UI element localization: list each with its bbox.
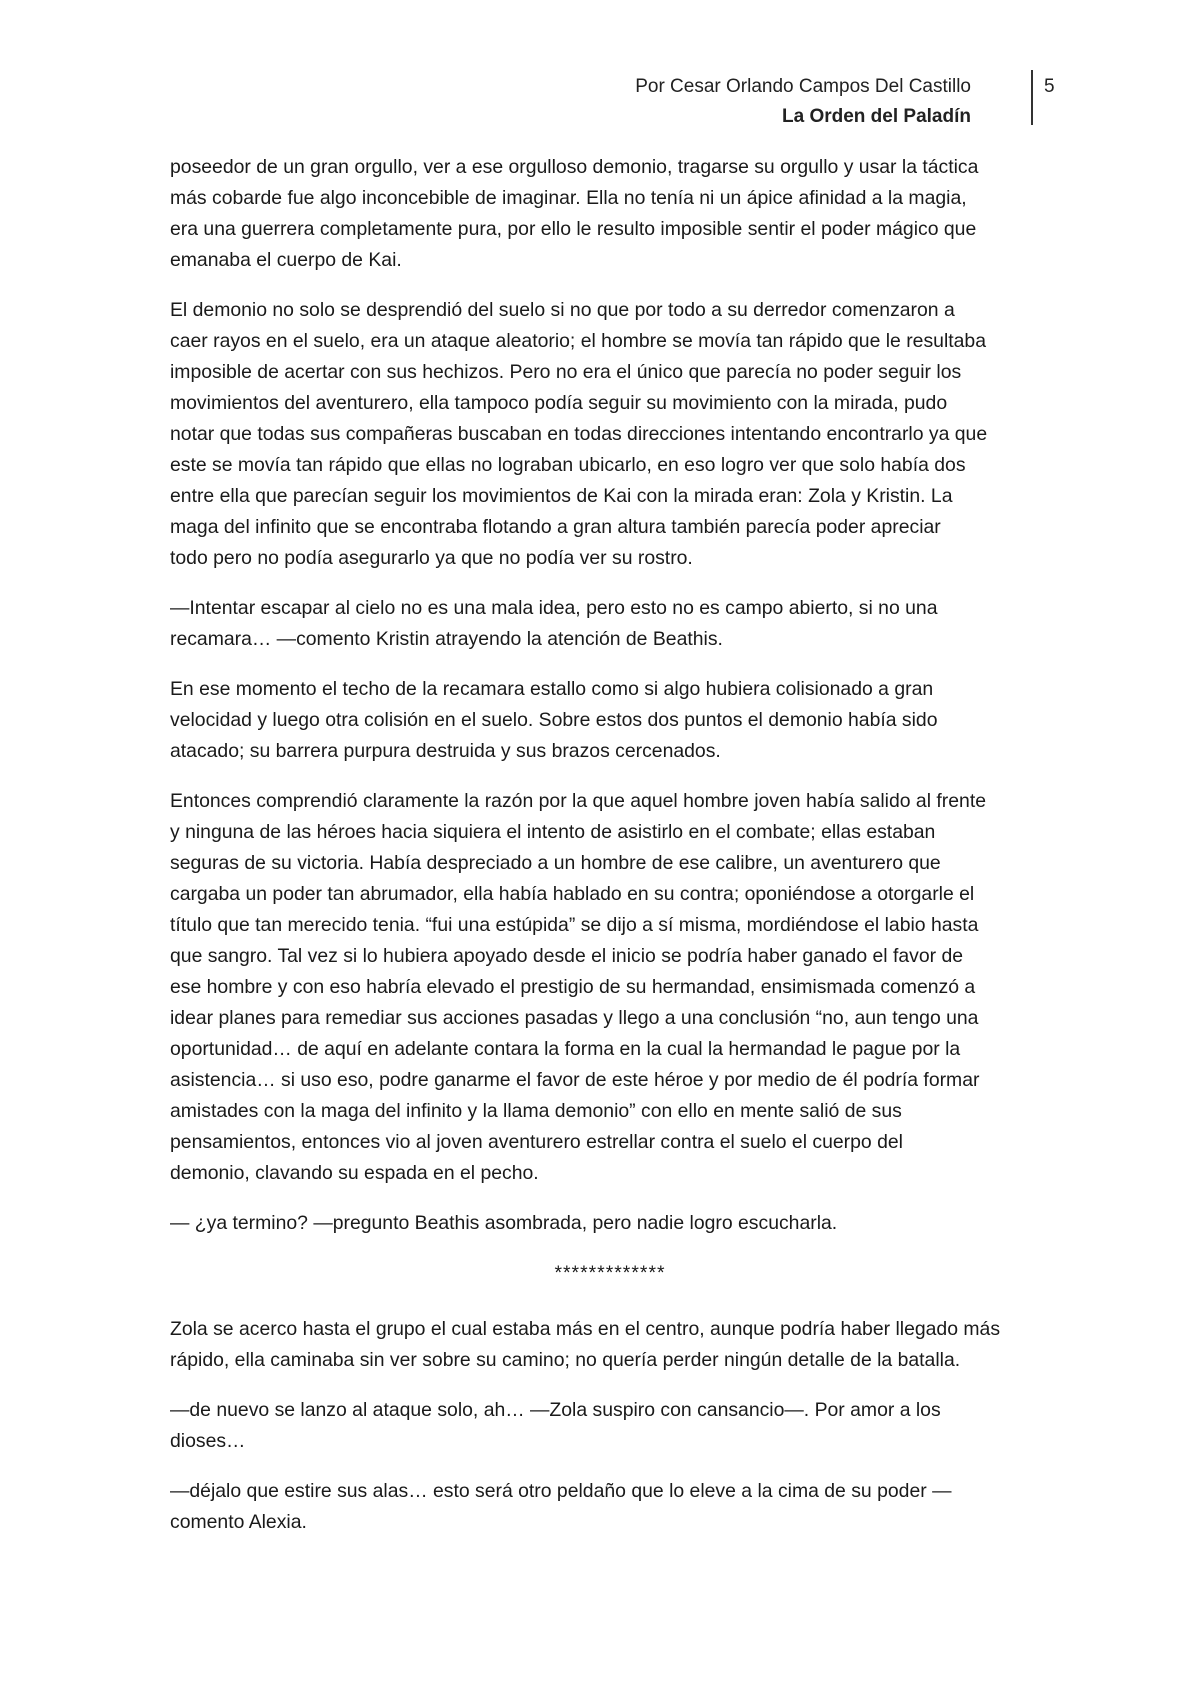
- page-header: [635, 72, 971, 132]
- dialogue-paragraph: —de nuevo se lanzo al ataque solo, ah… —Zola suspiro con cansancio—. Por amor a los dioses…: [170, 1399, 941, 1452]
- dialogue-paragraph: —déjalo que estire sus alas… esto será otro peldaño que lo eleve a la cima de su poder — comento Alexia.: [170, 1480, 952, 1533]
- book-title: La Orden del Paladín: [782, 106, 971, 127]
- section-separator: *************: [554, 1262, 666, 1284]
- paragraph: poseedor de un gran orgullo, ver a ese orgulloso demonio, tragarse su orgullo y usar la táctica más cobarde fue algo inconcebible de imaginar. Ella no tenía ni un ápice afinidad a la magia, era una guerrera completamente pura, por ello le resulto imposible sentir el poder mágico que emanaba el cuerpo de Kai.: [170, 156, 979, 271]
- dialogue-paragraph: — ¿ya termino? —pregunto Beathis asombrada, pero nadie logro escucharla.: [170, 1212, 838, 1234]
- paragraph: El demonio no solo se desprendió del suelo si no que por todo a su derredor comenzaron a caer rayos en el suelo, era un ataque aleatorio; el hombre se movía tan rápido que le resultaba imposible de acertar con sus hechizos. Pero no era el único que parecía no poder seguir los movimientos del aventurero, ella tampoco podía seguir su movimiento con la mirada, pudo notar que todas sus compañeras buscaban en todas direcciones intentando encontrarlo ya que este se movía tan rápido que ellas no lograban ubicarlo, en eso logro ver que solo había dos entre ella que parecían seguir los movimientos de Kai con la mirada eran: Zola y Kristin. La maga del infinito que se encontraba flotando a gran altura también parecía poder apreciar todo pero no podía asegurarlo ya que no podía ver su rostro.: [170, 299, 988, 569]
- paragraph: Zola se acerco hasta el grupo el cual estaba más en el centro, aunque podría haber llegado más rápido, ella caminaba sin ver sobre su camino; no quería perder ningún detalle de la batalla.: [170, 1318, 1001, 1371]
- paragraph: En ese momento el techo de la recamara estallo como si algo hubiera colisionado a gran velocidad y luego otra colisión en el suelo. Sobre estos dos puntos el demonio había sido atacado; su barrera purpura destruida y sus brazos cercenados.: [170, 678, 938, 762]
- paragraph: Entonces comprendió claramente la razón por la que aquel hombre joven había salido al frente y ninguna de las héroes hacia siquiera el intento de asistirlo en el combate; ellas estaban seguras de su victoria. Había despreciado a un hombre de ese calibre, un aventurero que cargaba un poder tan abrumador, ella había hablado en su contra; oponiéndose a otorgarle el título que tan merecido tenia. “fui una estúpida” se dijo a sí misma, mordiéndose el labio hasta que sangro. Tal vez si lo hubiera apoyado desde el inicio se podría haber ganado el favor de ese hombre y con eso habría elevado el prestigio de su hermandad, ensimismada comenzó a idear planes para remediar sus acciones pasadas y llego a una conclusión “no, aun tengo una oportunidad… de aquí en adelante contara la forma en la cual la hermandad le pague por la asistencia… si uso eso, podre ganarme el favor de este héroe y por medio de él podría formar amistades con la maga del infinito y la llama demonio” con ello en mente salió de sus pensamientos, entonces vio al joven aventurero estrellar contra el suelo el cuerpo del demonio, clavando su espada en el pecho.: [170, 790, 986, 1184]
- page-number: 5: [1044, 76, 1055, 97]
- header-divider: [1031, 70, 1033, 125]
- dialogue-paragraph: —Intentar escapar al cielo no es una mala idea, pero esto no es campo abierto, si no una recamara… —comento Kristin atrayendo la atención de Beathis.: [170, 597, 938, 650]
- body-text: [170, 152, 1030, 1557]
- author-line: Por Cesar Orlando Campos Del Castillo: [635, 76, 971, 97]
